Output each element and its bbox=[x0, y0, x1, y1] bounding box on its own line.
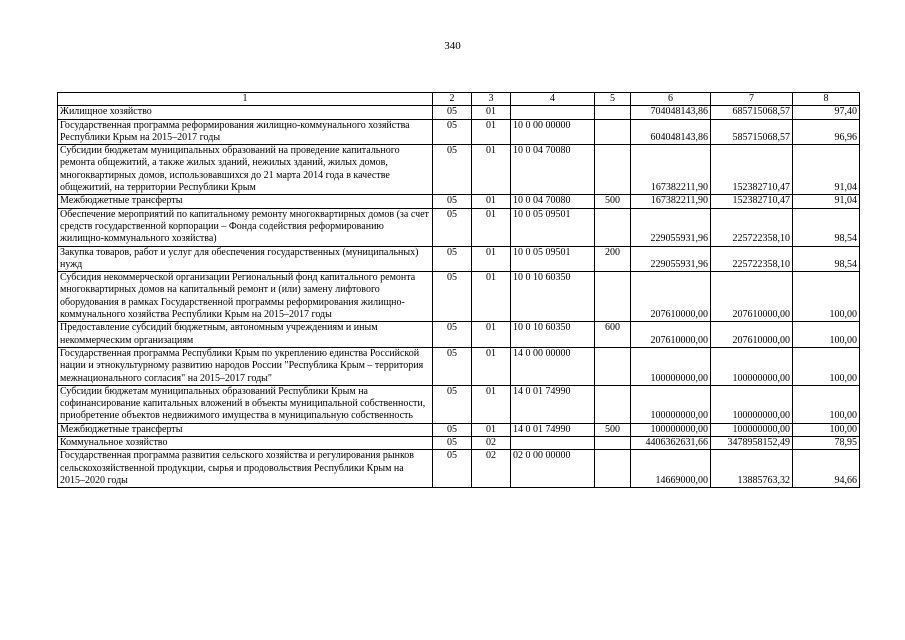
column-header: 2 bbox=[433, 93, 472, 106]
target-code-cell: 10 0 10 60350 bbox=[511, 322, 595, 348]
expense-type-cell: 200 bbox=[595, 246, 631, 272]
expense-type-cell bbox=[595, 119, 631, 145]
planned-amount-cell: 14669000,00 bbox=[631, 450, 711, 488]
row-name-cell: Субсидия некоммерческой организации Региональный фонд капитального ремонта многоквартирных домов на капитальный ремонт и (или) замену лифтового оборудования в рамках Государственной программы реформирования жилищно-коммунального хозяйства Республики Крым на 2015–2017 годы bbox=[58, 272, 433, 322]
planned-amount-cell: 207610000,00 bbox=[631, 322, 711, 348]
expense-type-cell: 600 bbox=[595, 322, 631, 348]
expense-type-cell bbox=[595, 347, 631, 385]
section-code-cell: 05 bbox=[433, 195, 472, 208]
planned-amount-cell: 207610000,00 bbox=[631, 272, 711, 322]
percent-cell: 98,54 bbox=[793, 246, 860, 272]
row-name-cell: Межбюджетные трансферты bbox=[58, 423, 433, 436]
expense-type-cell: 500 bbox=[595, 423, 631, 436]
row-name-cell: Межбюджетные трансферты bbox=[58, 195, 433, 208]
planned-amount-cell: 704048143,86 bbox=[631, 106, 711, 119]
section-code-cell: 05 bbox=[433, 272, 472, 322]
row-name-cell: Государственная программа Республики Крым по укреплению единства Российской нации и этнокультурному развитию народов России "Республика Крым – территория межнационального согласия" на 2015–2017 годы" bbox=[58, 347, 433, 385]
executed-amount-cell: 100000000,00 bbox=[711, 385, 793, 423]
section-code-cell: 05 bbox=[433, 423, 472, 436]
column-header: 7 bbox=[711, 93, 793, 106]
target-code-cell bbox=[511, 437, 595, 450]
table-row bbox=[58, 106, 860, 119]
section-code-cell: 05 bbox=[433, 208, 472, 246]
row-name-cell: Государственная программа реформирования жилищно-коммунального хозяйства Республики Крым на 2015–2017 годы bbox=[58, 119, 433, 145]
executed-amount-cell: 100000000,00 bbox=[711, 347, 793, 385]
page-number: 340 bbox=[444, 40, 461, 52]
column-header: 3 bbox=[472, 93, 511, 106]
executed-amount-cell: 3478958152,49 bbox=[711, 437, 793, 450]
subsection-code-cell: 02 bbox=[472, 437, 511, 450]
target-code-cell: 14 0 01 74990 bbox=[511, 385, 595, 423]
planned-amount-cell: 4406362631,66 bbox=[631, 437, 711, 450]
table-row bbox=[58, 347, 860, 385]
expense-type-cell bbox=[595, 145, 631, 195]
percent-cell: 91,04 bbox=[793, 195, 860, 208]
row-name-cell: Жилищное хозяйство bbox=[58, 106, 433, 119]
target-code-cell: 10 0 10 60350 bbox=[511, 272, 595, 322]
target-code-cell: 10 0 04 70080 bbox=[511, 145, 595, 195]
subsection-code-cell: 01 bbox=[472, 106, 511, 119]
target-code-cell: 02 0 00 00000 bbox=[511, 450, 595, 488]
row-name-cell: Коммунальное хозяйство bbox=[58, 437, 433, 450]
table-row bbox=[58, 423, 860, 436]
planned-amount-cell: 100000000,00 bbox=[631, 423, 711, 436]
percent-cell: 96,96 bbox=[793, 119, 860, 145]
target-code-cell: 10 0 04 70080 bbox=[511, 195, 595, 208]
row-name-cell: Субсидии бюджетам муниципальных образований Республики Крым на софинансирование капитальных вложений в объекты муниципальной собственности, приобретение объектов недвижимого имущества в муниципальную собственность bbox=[58, 385, 433, 423]
subsection-code-cell: 01 bbox=[472, 246, 511, 272]
section-code-cell: 05 bbox=[433, 119, 472, 145]
table-row bbox=[58, 272, 860, 322]
table-row bbox=[58, 385, 860, 423]
section-code-cell: 05 bbox=[433, 246, 472, 272]
subsection-code-cell: 01 bbox=[472, 119, 511, 145]
subsection-code-cell: 02 bbox=[472, 450, 511, 488]
executed-amount-cell: 207610000,00 bbox=[711, 272, 793, 322]
table-row bbox=[58, 195, 860, 208]
subsection-code-cell: 01 bbox=[472, 272, 511, 322]
table-row bbox=[58, 208, 860, 246]
column-header: 1 bbox=[58, 93, 433, 106]
table-header-row bbox=[58, 93, 860, 106]
column-header: 4 bbox=[511, 93, 595, 106]
planned-amount-cell: 167382211,90 bbox=[631, 195, 711, 208]
expense-type-cell bbox=[595, 106, 631, 119]
planned-amount-cell: 100000000,00 bbox=[631, 385, 711, 423]
row-name-cell: Субсидии бюджетам муниципальных образований на проведение капитального ремонта общежитий, а также жилых зданий, нежилых зданий, жилых домов, многоквартирных домов, использовавшихся до 21 марта 2014 года в качестве общежитий, на территории Республики Крым bbox=[58, 145, 433, 195]
row-name-cell: Предоставление субсидий бюджетным, автономным учреждениям и иным некоммерческим организациям bbox=[58, 322, 433, 348]
column-header: 5 bbox=[595, 93, 631, 106]
executed-amount-cell: 152382710,47 bbox=[711, 195, 793, 208]
executed-amount-cell: 100000000,00 bbox=[711, 423, 793, 436]
target-code-cell bbox=[511, 106, 595, 119]
section-code-cell: 05 bbox=[433, 347, 472, 385]
percent-cell: 78,95 bbox=[793, 437, 860, 450]
executed-amount-cell: 225722358,10 bbox=[711, 246, 793, 272]
target-code-cell: 10 0 05 09501 bbox=[511, 208, 595, 246]
row-name-cell: Обеспечение мероприятий по капитальному ремонту многоквартирных домов (за счет средств государственной корпорации – Фонда содействия реформированию жилищно-коммунального хозяйства) bbox=[58, 208, 433, 246]
subsection-code-cell: 01 bbox=[472, 385, 511, 423]
expense-type-cell bbox=[595, 450, 631, 488]
expense-type-cell bbox=[595, 385, 631, 423]
executed-amount-cell: 207610000,00 bbox=[711, 322, 793, 348]
subsection-code-cell: 01 bbox=[472, 423, 511, 436]
expense-type-cell bbox=[595, 437, 631, 450]
percent-cell: 97,40 bbox=[793, 106, 860, 119]
target-code-cell: 14 0 00 00000 bbox=[511, 347, 595, 385]
percent-cell: 98,54 bbox=[793, 208, 860, 246]
section-code-cell: 05 bbox=[433, 322, 472, 348]
target-code-cell: 10 0 00 00000 bbox=[511, 119, 595, 145]
percent-cell: 94,66 bbox=[793, 450, 860, 488]
percent-cell: 100,00 bbox=[793, 385, 860, 423]
percent-cell: 100,00 bbox=[793, 272, 860, 322]
expense-type-cell bbox=[595, 272, 631, 322]
executed-amount-cell: 685715068,57 bbox=[711, 106, 793, 119]
percent-cell: 91,04 bbox=[793, 145, 860, 195]
column-header: 8 bbox=[793, 93, 860, 106]
subsection-code-cell: 01 bbox=[472, 347, 511, 385]
planned-amount-cell: 604048143,86 bbox=[631, 119, 711, 145]
executed-amount-cell: 152382710,47 bbox=[711, 145, 793, 195]
section-code-cell: 05 bbox=[433, 437, 472, 450]
planned-amount-cell: 167382211,90 bbox=[631, 145, 711, 195]
section-code-cell: 05 bbox=[433, 106, 472, 119]
executed-amount-cell: 13885763,32 bbox=[711, 450, 793, 488]
table-row bbox=[58, 322, 860, 348]
budget-table bbox=[57, 92, 860, 488]
column-header: 6 bbox=[631, 93, 711, 106]
subsection-code-cell: 01 bbox=[472, 145, 511, 195]
section-code-cell: 05 bbox=[433, 385, 472, 423]
percent-cell: 100,00 bbox=[793, 347, 860, 385]
expense-type-cell: 500 bbox=[595, 195, 631, 208]
subsection-code-cell: 01 bbox=[472, 195, 511, 208]
table-row bbox=[58, 246, 860, 272]
executed-amount-cell: 585715068,57 bbox=[711, 119, 793, 145]
expense-type-cell bbox=[595, 208, 631, 246]
row-name-cell: Закупка товаров, работ и услуг для обеспечения государственных (муниципальных) нужд bbox=[58, 246, 433, 272]
table-row bbox=[58, 437, 860, 450]
planned-amount-cell: 229055931,96 bbox=[631, 208, 711, 246]
table-row bbox=[58, 145, 860, 195]
target-code-cell: 14 0 01 74990 bbox=[511, 423, 595, 436]
table-row bbox=[58, 450, 860, 488]
target-code-cell: 10 0 05 09501 bbox=[511, 246, 595, 272]
percent-cell: 100,00 bbox=[793, 423, 860, 436]
planned-amount-cell: 100000000,00 bbox=[631, 347, 711, 385]
planned-amount-cell: 229055931,96 bbox=[631, 246, 711, 272]
section-code-cell: 05 bbox=[433, 145, 472, 195]
executed-amount-cell: 225722358,10 bbox=[711, 208, 793, 246]
section-code-cell: 05 bbox=[433, 450, 472, 488]
percent-cell: 100,00 bbox=[793, 322, 860, 348]
subsection-code-cell: 01 bbox=[472, 322, 511, 348]
row-name-cell: Государственная программа развития сельского хозяйства и регулирования рынков сельскохозяйственной продукции, сырья и продовольствия Республики Крым на 2015–2020 годы bbox=[58, 450, 433, 488]
subsection-code-cell: 01 bbox=[472, 208, 511, 246]
table-row bbox=[58, 119, 860, 145]
